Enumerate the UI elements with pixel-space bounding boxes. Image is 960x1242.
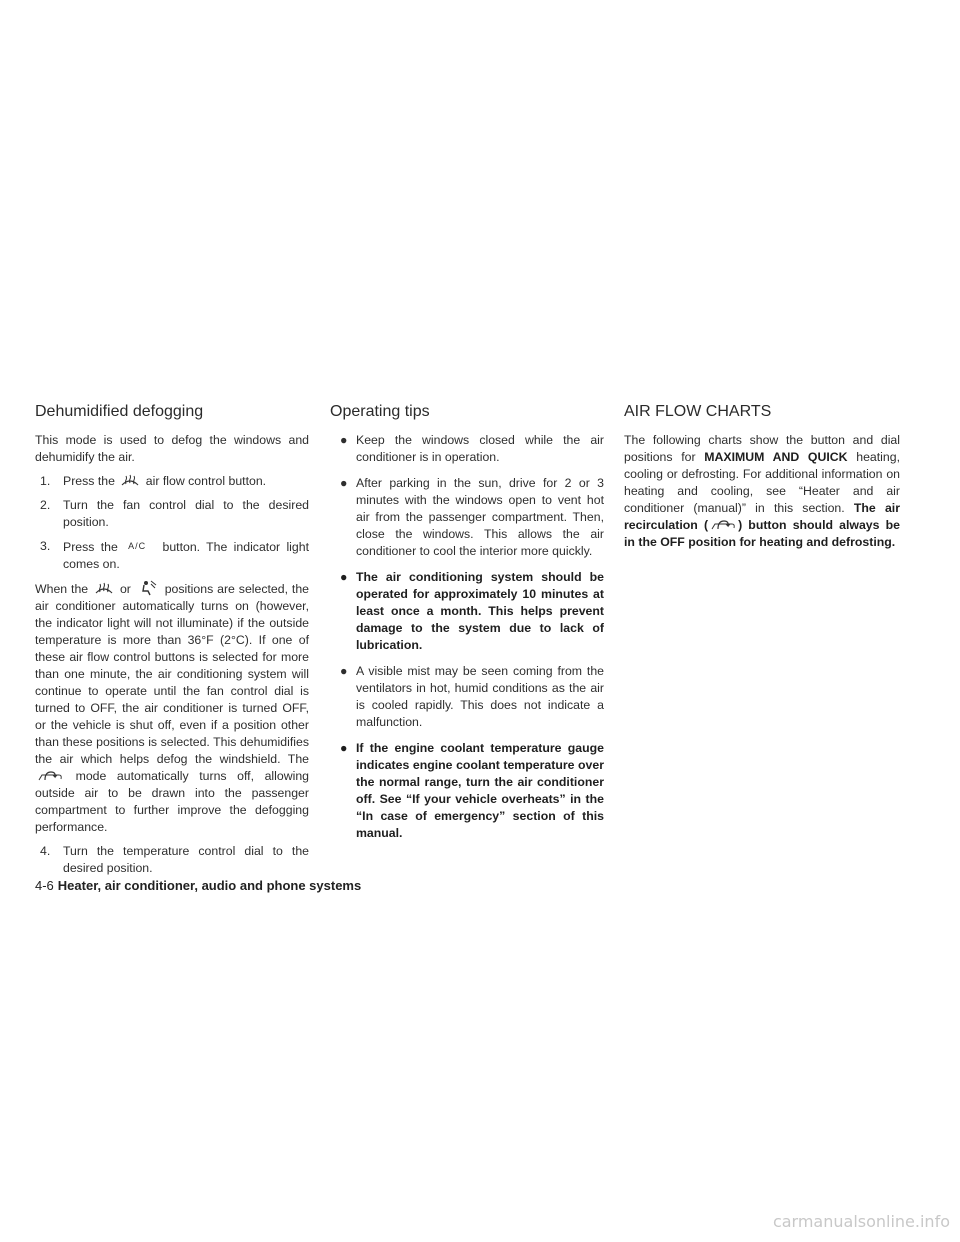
column-dehumidified-defogging xyxy=(35,402,309,884)
tip-item: ● The air conditioning system should be operated for approximately 10 minutes at least once a month. This helps prevent damage to the system due to lack of lubrication. xyxy=(340,570,604,652)
step-1: 1. Press the air flow control button. xyxy=(40,474,267,488)
page-footer xyxy=(35,878,361,894)
tip-item: ● A visible mist may be seen coming from the ventilators in hot, humid conditions as the air is cooled rapidly. This does not indicate a malfunction. xyxy=(340,664,604,729)
tip-item: ● If the engine coolant temperature gauge indicates engine coolant temperature over the normal range, turn the air conditioner off. See “If your vehicle overheats” in the “In case of emergency” section of this manual. xyxy=(340,741,604,840)
dehumidify-paragraph: When the or positions are selected, the air conditioner automatically turns on (however, the indicator light will not illuminate) if the outside temperature is more than 36°F (2°C). If one of these air flow control buttons is selected for more than one minute, the air conditioning system will continue to operate until the fan control dial is turned to OFF, the air conditioner is turned OFF, or the vehicle is shut off, even if a position other than these positions is selected. This dehumidifies the air which helps defog the windshield. The mode automatically turns off, allowing outside air to be drawn into the passenger compartment to further improve the defogging performance. xyxy=(35,582,310,834)
ac-icon: A/C xyxy=(128,541,147,551)
air-flow-paragraph: The following charts show the button and dial positions for MAXIMUM AND QUICK heating, cooling or defrosting. For additional information on heating and cooling, see “Heater and air conditioner (manual)” in this section. The air recirculation ( ) button should always be in the OFF position for heating and defrosting. xyxy=(624,433,900,549)
air-recirculation-icon xyxy=(37,769,63,783)
steps-list xyxy=(35,473,309,573)
page-number: 4-6 xyxy=(35,878,54,893)
watermark-text: carmanualsonline.info xyxy=(772,1212,950,1231)
heading-dehumidified-defogging: Dehumidified defogging xyxy=(35,403,204,420)
tip-item: ● Keep the windows closed while the air conditioner is in operation. xyxy=(340,433,604,464)
section-title: Heater, air conditioner, audio and phone systems xyxy=(57,878,362,893)
heading-air-flow-charts: AIR FLOW CHARTS xyxy=(624,403,772,420)
windshield-defrost-icon xyxy=(120,474,140,488)
step-2: 2. Turn the fan control dial to the desired position. xyxy=(40,498,309,529)
column-air-flow-charts xyxy=(624,402,900,558)
heading-operating-tips: Operating tips xyxy=(330,403,430,420)
windshield-defrost-icon xyxy=(94,582,114,596)
tips-list xyxy=(330,432,604,842)
column-operating-tips xyxy=(330,402,604,851)
steps-list-continued xyxy=(35,843,309,877)
tip-item: ● After parking in the sun, drive for 2 or 3 minutes with the windows open to vent hot air from the passenger compartment. Then, close the windows. This allows the air conditioner to cool the interior more quickly. xyxy=(340,476,604,558)
air-recirculation-icon xyxy=(710,518,736,532)
step-3: 3. Press the A/C button. The indicator light comes on. xyxy=(40,539,310,571)
step-4: 4. Turn the temperature control dial to the desired position. xyxy=(40,844,309,875)
intro-paragraph: This mode is used to defog the windows and dehumidify the air. xyxy=(35,433,309,464)
floor-defrost-icon xyxy=(137,580,159,596)
